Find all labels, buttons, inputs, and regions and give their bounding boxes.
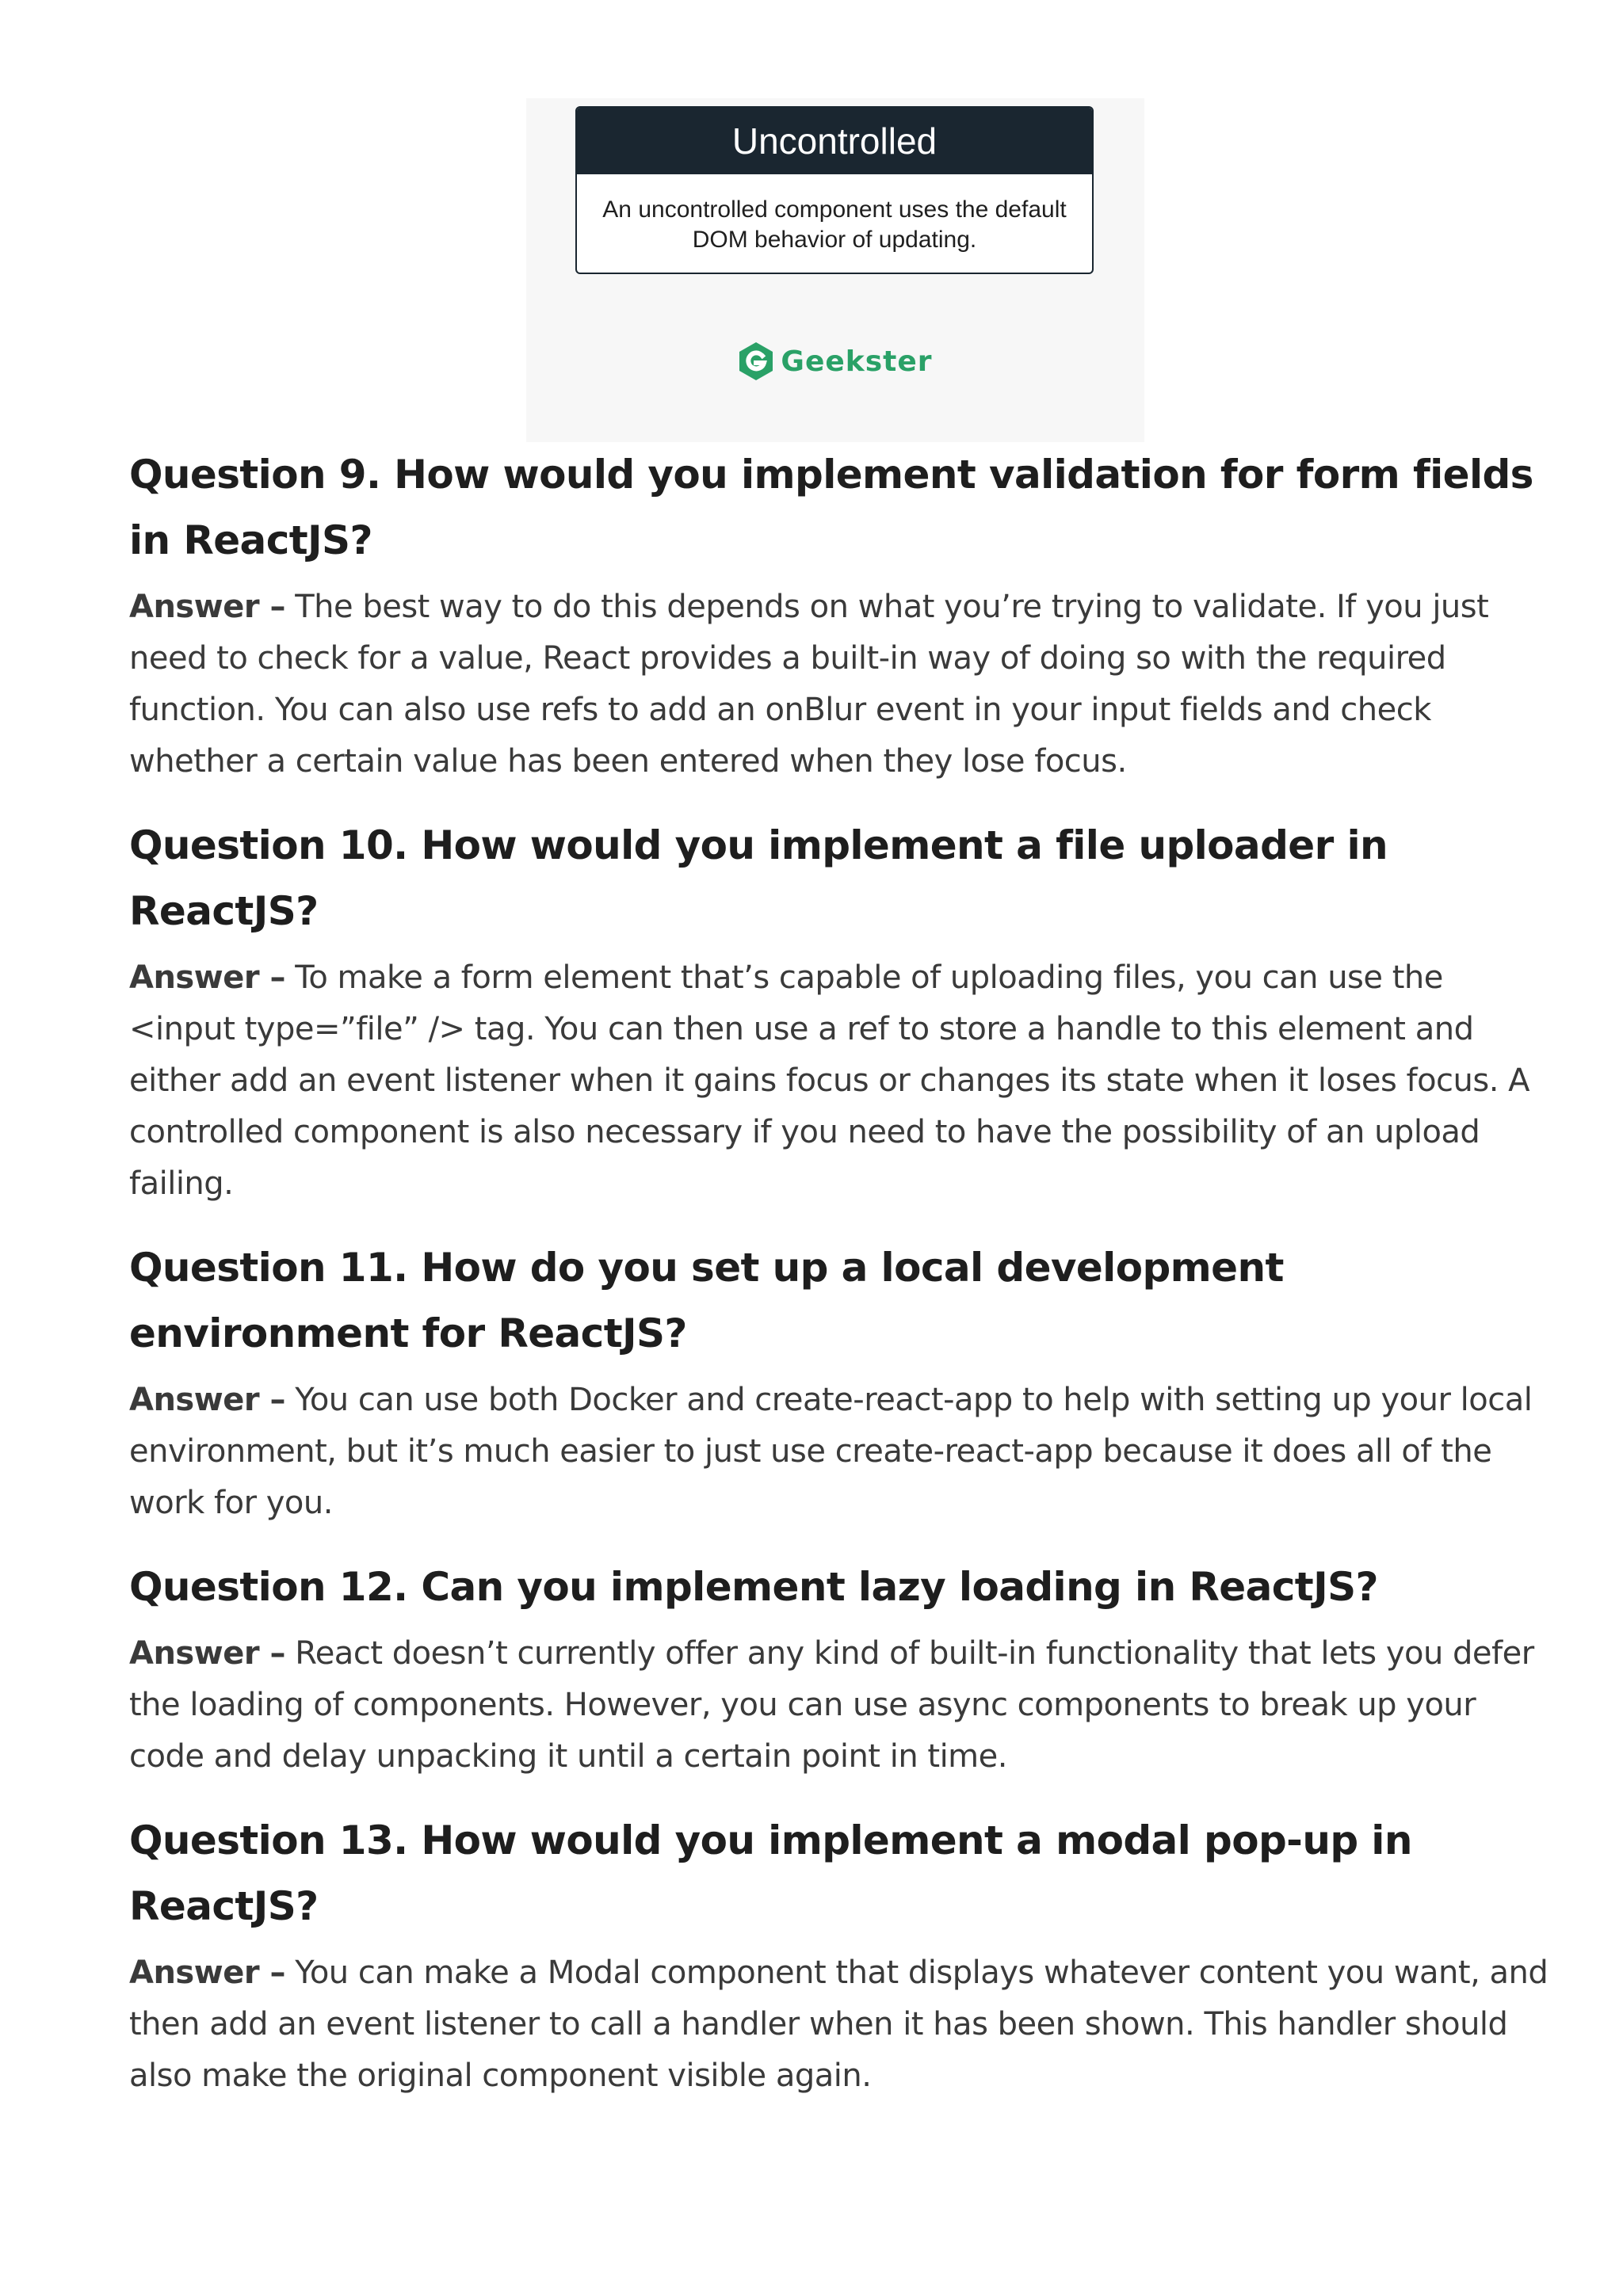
qa-content [129,442,1549,2102]
answer-label: Answer – [129,589,285,625]
qa-item-9 [129,442,1549,788]
uncontrolled-figure [526,98,1144,442]
logo-text: Geekster [781,345,933,378]
answer-paragraph [129,1628,1549,1783]
geekster-g-logo-icon [738,341,774,382]
answer-label: Answer – [129,1955,285,1991]
qa-item-10 [129,813,1549,1210]
answer-label: Answer – [129,959,285,996]
answer-text: To make a form element that’s capable of uploading files, you can use the <input type=”file” /> tag. You can then use a ref to store a handle to this element and either add an event listener when it gains focus or changes its state when it loses focus. A controlled component is also necessary if you need to have the possibility of an upload failing. [129,959,1530,1202]
question-title: Question 9. How would you implement validation for form fields in ReactJS? [129,452,1533,563]
question-title: Question 10. How would you implement a file uploader in ReactJS? [129,822,1388,934]
answer-paragraph [129,1947,1549,2102]
answer-paragraph [129,582,1549,788]
answer-label: Answer – [129,1382,285,1418]
answer-text: You can make a Modal component that displays whatever content you want, and then add an event listener to call a handler when it has been shown. This handler should also make the original component visible again. [129,1955,1549,2094]
answer-paragraph [129,1375,1549,1529]
card-title: Uncontrolled [577,108,1092,174]
geekster-logo [526,341,1144,382]
qa-item-12 [129,1554,1549,1783]
question-title: Question 13. How would you implement a modal pop-up in ReactJS? [129,1817,1412,1929]
answer-paragraph [129,952,1549,1210]
qa-item-13 [129,1808,1549,2102]
answer-text: The best way to do this depends on what you’re trying to validate. If you just need to check for a value, React provides a built-in way of doing so with the required function. You can also use refs to add an onBlur event in your input fields and check whether a certain value has been entered when they lose focus. [129,589,1489,780]
card-description: An uncontrolled component uses the default DOM behavior of updating. [602,196,1067,253]
answer-label: Answer – [129,1635,285,1672]
question-title: Question 12. Can you implement lazy loading in ReactJS? [129,1564,1378,1610]
question-title: Question 11. How do you set up a local development environment for ReactJS? [129,1245,1284,1356]
answer-text: You can use both Docker and create-react-app to help with setting up your local environment, but it’s much easier to just use create-react-app because it does all of the work for you. [129,1382,1533,1521]
answer-text: React doesn’t currently offer any kind of built-in functionality that lets you defer the loading of components. However, you can use async components to break up your code and delay unpacking it until a certain point in time. [129,1635,1534,1775]
qa-item-11 [129,1235,1549,1529]
uncontrolled-card [575,106,1094,274]
